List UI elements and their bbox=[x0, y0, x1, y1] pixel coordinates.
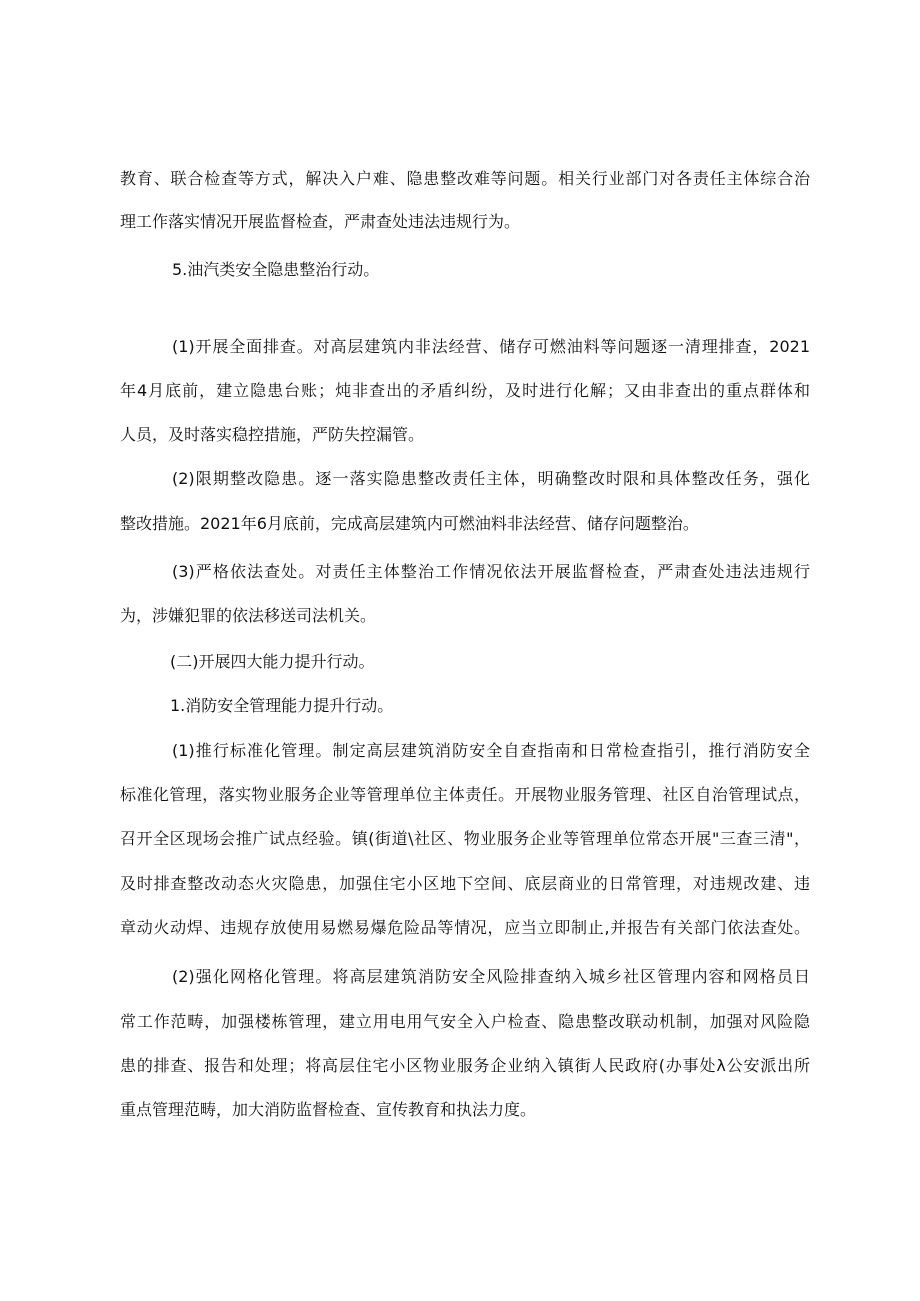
paragraph-line: 标准化管理，落实物业服务企业等管理单位主体责任。开展物业服务管理、社区自治管理试点， bbox=[120, 785, 810, 804]
paragraph-line: 召开全区现场会推广试点经验。镇(街道\社区、物业服务企业等管理单位常态开展"三查三清"， bbox=[120, 829, 810, 848]
paragraph-line: 患的排查、报告和处理；将高层住宅小区物业服务企业纳入镇街人民政府(办事处λ公安派出所 bbox=[120, 1056, 810, 1075]
paragraph-line: 整改措施。2021年6月底前，完成高层建筑内可燃油料非法经营、储存问题整治。 bbox=[120, 514, 699, 533]
paragraph-line: 年4月底前，建立隐患台账；炖非查出的矛盾纠纷，及时进行化解；又由非查出的重点群体和 bbox=[120, 381, 810, 400]
paragraph-line: 及时排查整改动态火灾隐患，加强住宅小区地下空间、底层商业的日常管理，对违规改建、违 bbox=[120, 874, 810, 893]
paragraph-line: (1)开展全面排查。对高层建筑内非法经营、储存可燃油料等问题逐一清理排查，2021 bbox=[172, 337, 810, 356]
paragraph-line: (2)限期整改隐患。逐一落实隐患整改责任主体，明确整改时限和具体整改任务，强化 bbox=[172, 469, 810, 488]
paragraph-line: (2)强化网格化管理。将高层建筑消防安全风险排查纳入城乡社区管理内容和网格员日 bbox=[172, 967, 810, 986]
paragraph-line: (3)严格依法查处。对责任主体整治工作情况依法开展监督检查，严肃查处违法违规行 bbox=[172, 562, 810, 581]
paragraph-line: (1)推行标准化管理。制定高层建筑消防安全自查指南和日常检查指引，推行消防安全 bbox=[172, 741, 810, 760]
section-heading: 1.消防安全管理能力提升行动。 bbox=[170, 696, 394, 715]
paragraph-line: 为，涉嫌犯罪的依法移送司法机关。 bbox=[120, 606, 377, 625]
paragraph-line: 教育、联合检查等方式，解决入户难、隐患整改难等问题。相关行业部门对各责任主体综合治 bbox=[120, 169, 810, 188]
paragraph-line: 人员，及时落实稳控措施，严防失控漏管。 bbox=[120, 425, 425, 444]
paragraph-line: 常工作范畴，加强楼栋管理，建立用电用气安全入户检查、隐患整改联动机制，加强对风险隐 bbox=[120, 1012, 810, 1031]
paragraph-line: 理工作落实情况开展监督检查，严肃查处违法违规行为。 bbox=[120, 212, 521, 231]
paragraph-line: 章动火动焊、违规存放使用易燃易爆危险品等情况，应当立即制止,并报告有关部门依法查处。 bbox=[120, 918, 810, 937]
section-heading: (二)开展四大能力提升行动。 bbox=[170, 652, 375, 671]
paragraph-line: 重点管理范畴，加大消防监督检查、宣传教育和执法力度。 bbox=[120, 1100, 537, 1119]
section-heading: 5.油汽类安全隐患整治行动。 bbox=[172, 260, 380, 279]
